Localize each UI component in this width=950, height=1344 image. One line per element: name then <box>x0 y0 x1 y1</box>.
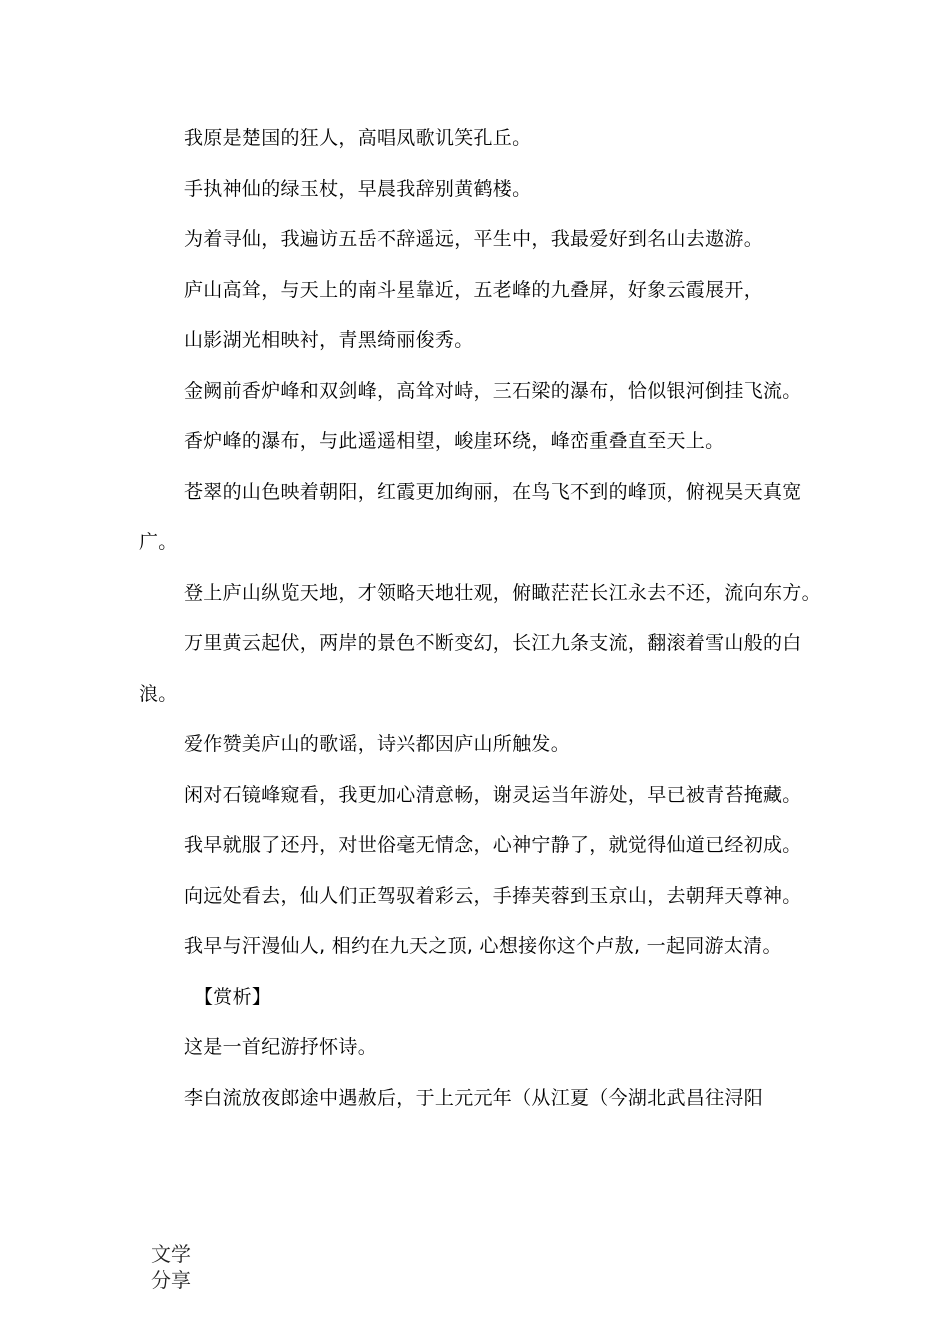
footer-line: 文学 <box>151 1242 191 1266</box>
paragraph: 我早与汗漫仙人, 相约在九天之顶, 心想接你这个卢敖, 一起同游太清。 <box>184 935 782 957</box>
document-body <box>139 113 829 1123</box>
paragraph: 金阙前香炉峰和双剑峰，高耸对峙，三石梁的瀑布，恰似银河倒挂飞流。 <box>184 379 802 402</box>
paragraph: 手执神仙的绿玉杖，早晨我辞别黄鹤楼。 <box>184 177 532 200</box>
paragraph: 庐山高耸，与天上的南斗星靠近，五老峰的九叠屏，好象云霞展开， <box>184 278 764 301</box>
paragraph: 登上庐山纵览天地，才领略天地壮观，俯瞰茫茫长江永去不还，流向东方。 <box>184 581 821 604</box>
paragraph: 这是一首纪游抒怀诗。 <box>184 1036 378 1058</box>
footer-watermark <box>151 1241 191 1293</box>
paragraph: 爱作赞美庐山的歌谣，诗兴都因庐山所触发。 <box>184 733 571 755</box>
paragraph: 向远处看去，仙人们正驾驭着彩云，手捧芙蓉到玉京山，去朝拜天尊神。 <box>184 884 802 907</box>
paragraph: 闲对石镜峰窥看，我更加心清意畅，谢灵运当年游处，早已被青苔掩藏。 <box>184 783 802 806</box>
paragraph: 李白流放夜郎途中遇赦后，于上元元年（从江夏（今湖北武昌往浔阳 <box>184 1086 764 1109</box>
paragraph: 苍翠的山色映着朝阳，红霞更加绚丽，在鸟飞不到的峰顶，俯视吴天真宽广。 <box>139 480 802 553</box>
paragraph: 香炉峰的瀑布，与此遥遥相望，峻崖环绕，峰峦重叠直至天上。 <box>184 430 725 452</box>
paragraph: 为着寻仙，我遍访五岳不辞遥远，平生中，我最爱好到名山去遨游。 <box>184 228 764 250</box>
paragraph: 我早就服了还丹，对世俗毫无情念，心神宁静了，就觉得仙道已经初成。 <box>184 834 802 856</box>
paragraph: 山影湖光相映衬，青黑绮丽俊秀。 <box>184 329 474 351</box>
footer-line: 分享 <box>151 1268 191 1292</box>
paragraph: 万里黄云起伏，两岸的景色不断变幻，长江九条支流，翻滚着雪山般的白浪。 <box>139 632 802 705</box>
paragraph: 我原是楚国的狂人，高唱凤歌讥笑孔丘。 <box>184 127 532 149</box>
section-heading: 【赏析】 <box>194 985 272 1008</box>
